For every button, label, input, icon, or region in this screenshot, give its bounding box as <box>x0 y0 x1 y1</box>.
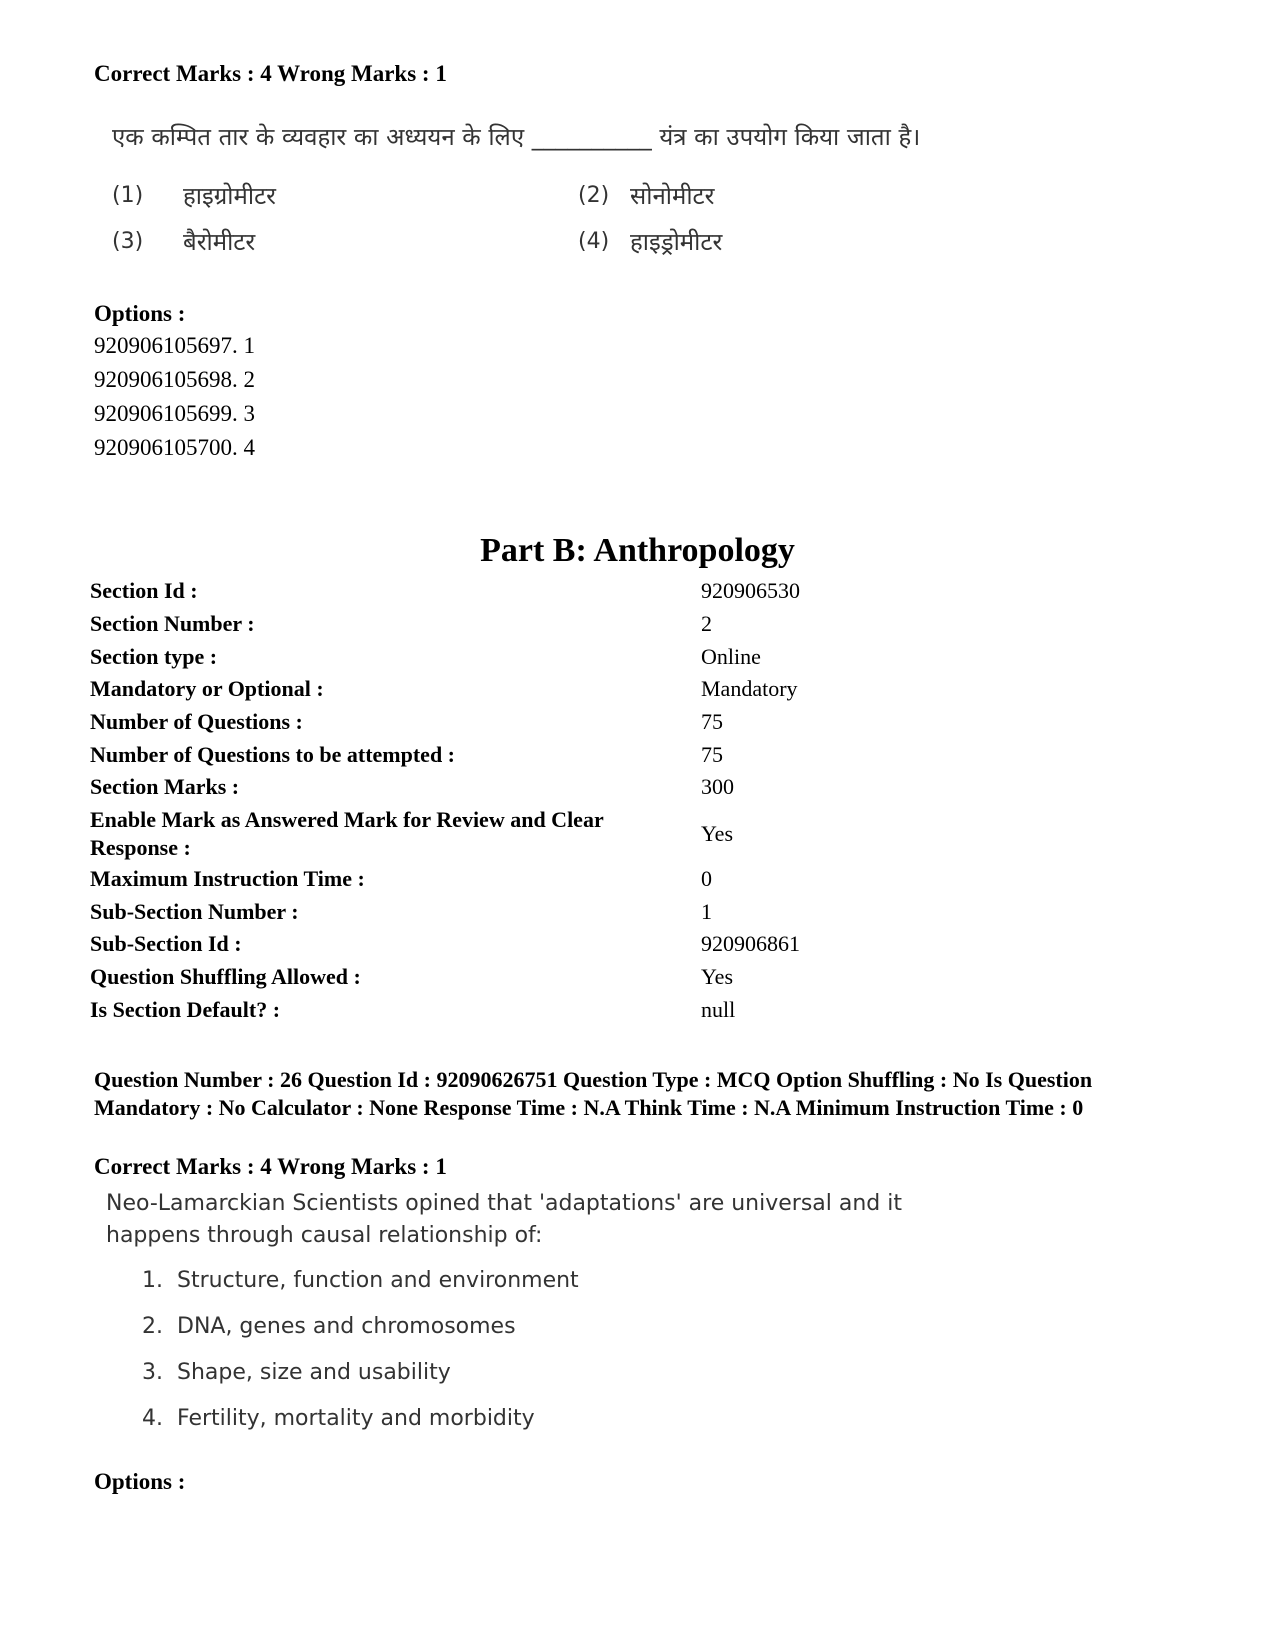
choice-number: 2. <box>142 1314 163 1339</box>
row-value: Online <box>701 644 761 669</box>
choice-text: DNA, genes and chromosomes <box>177 1314 516 1339</box>
row-value: 1 <box>701 899 712 924</box>
choice-text: Fertility, mortality and morbidity <box>177 1406 535 1431</box>
options-list <box>94 329 255 465</box>
row-label: Sub-Section Id : <box>90 931 242 956</box>
row-value: 2 <box>701 611 712 636</box>
row-value: 75 <box>701 709 723 734</box>
row-value: Yes <box>701 964 734 989</box>
choice-number: (2) <box>578 183 610 208</box>
choice-text: हाइड्रोमीटर <box>630 228 723 256</box>
row-label: Section type : <box>90 644 218 669</box>
option-id: 920906105697. 1 <box>94 333 255 358</box>
row-label: Sub-Section Number : <box>90 899 299 924</box>
row-label: Is Section Default? : <box>90 997 281 1022</box>
marks-line: Correct Marks : 4 Wrong Marks : 1 <box>94 1154 447 1179</box>
part-title: Part B: Anthropology <box>480 532 795 569</box>
row-label: Number of Questions to be attempted : <box>90 742 456 767</box>
row-value: 300 <box>701 774 734 799</box>
question-text-line: happens through causal relationship of: <box>106 1223 543 1248</box>
row-value: 0 <box>701 866 712 891</box>
choice-number: (4) <box>578 229 610 254</box>
option-id: 920906105699. 3 <box>94 401 255 426</box>
row-value: Yes <box>701 821 734 846</box>
section-row <box>90 806 1190 862</box>
row-value: 920906530 <box>701 578 800 603</box>
row-label: Number of Questions : <box>90 709 303 734</box>
row-value: Mandatory <box>701 676 798 701</box>
question-text-line: Neo-Lamarckian Scientists opined that 'adaptations' are universal and it <box>106 1191 902 1216</box>
option-id: 920906105700. 4 <box>94 435 255 460</box>
option-id: 920906105698. 2 <box>94 367 255 392</box>
choice-number: 3. <box>142 1360 163 1385</box>
choice-text: Shape, size and usability <box>177 1360 451 1385</box>
choice-text: हाइग्रोमीटर <box>183 182 276 210</box>
choice-number: (3) <box>112 229 144 254</box>
choice-number: (1) <box>112 183 144 208</box>
options-label: Options : <box>94 1469 186 1494</box>
row-value: 75 <box>701 742 723 767</box>
row-label: Enable Mark as Answered Mark for Review and Clear Response : <box>90 807 604 860</box>
choice-text: Structure, function and environment <box>177 1268 579 1293</box>
options-label: Options : <box>94 301 186 326</box>
row-label: Section Id : <box>90 578 198 603</box>
choice-text: बैरोमीटर <box>183 228 256 256</box>
row-label: Mandatory or Optional : <box>90 676 324 701</box>
row-label: Maximum Instruction Time : <box>90 866 365 891</box>
row-label: Section Number : <box>90 611 255 636</box>
choice-number: 1. <box>142 1268 163 1293</box>
row-label: Question Shuffling Allowed : <box>90 964 361 989</box>
choice-text: सोनोमीटर <box>630 182 715 210</box>
choice-number: 4. <box>142 1406 163 1431</box>
row-label: Section Marks : <box>90 774 240 799</box>
question-header: Question Number : 26 Question Id : 92090626751 Question Type : MCQ Option Shuffling : No Is Question Mandatory : No Calculator : None Response Time : N.A Think Time : N.A Minimum Instruction Time : 0 <box>94 1067 1093 1120</box>
question-text-hindi: एक कम्पित तार के व्यवहार का अध्ययन के लिए __________ यंत्र का उपयोग किया जाता है। <box>112 123 921 151</box>
row-value: 920906861 <box>701 931 800 956</box>
marks-line: Correct Marks : 4 Wrong Marks : 1 <box>94 61 447 86</box>
row-value: null <box>701 997 736 1022</box>
